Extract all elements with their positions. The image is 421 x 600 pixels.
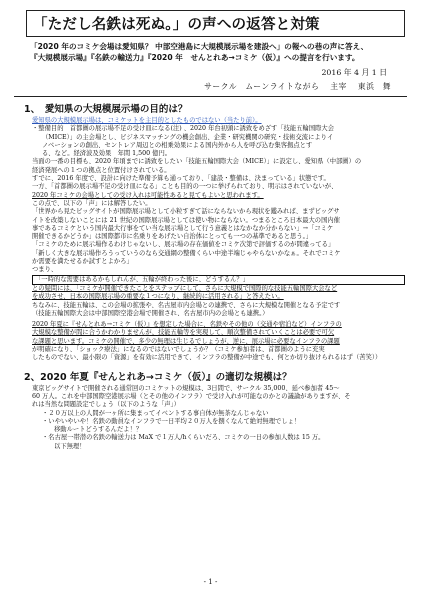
paragraph-line: 当面の一番の目標も、2020 年頃までに誘致をしたい「技能五輪国際大会（MICE）」に設定し、愛知県（中部圏）の xyxy=(32,158,362,166)
section-body xyxy=(32,385,405,451)
paragraph-line: が明確になり、「ショック療法」になるのではないでしょうか？（コミケ参加者は、首都圏のように充実 xyxy=(32,346,325,354)
paragraph-line: な課題と思います。コミケの開催で、多少の無理は生じるでしょうが、逆に、展示場に必要なインフラの課題 xyxy=(32,337,340,345)
bullet-line: ・２０万以上の人間が一ヶ所に集まってイベントする事自体が無茶なんじゃない xyxy=(42,409,269,417)
divider xyxy=(14,96,407,97)
page-number: - 1 - xyxy=(203,578,218,586)
paragraph-line: 2020 年夏に『せんとれあ→コミケ（仮）』を想定した場合に、名鉄やその他の（交通や宿泊など）インフラの xyxy=(32,321,342,329)
section-body xyxy=(32,117,405,363)
boxed-quote: 「一時的な需要はあるかもしれんが、五輪が終わった後に、どうするん？」 xyxy=(32,275,405,285)
quote-line: 「新しく大きな展示場作ろうっていうのなら交通網の整備くらい中途半端じゃやらないかなぁ。それでコミケ xyxy=(32,249,341,257)
paragraph-line: 東京ビッグサイトで開催される通常回のコミケットの規模は、3日間で、サークル 35,000、延べ参加者 45～ xyxy=(32,384,340,392)
circle-name: サークル ムーンライトながら xyxy=(204,82,320,91)
paragraph-line: 大規模な整備が間に合うかわかりませんが、技能五輪等を実現して、順次整備されていくことは必要で可欠 xyxy=(32,329,335,337)
paragraph-line: 経済発展への１つの拠点と位置付けされている。 xyxy=(32,166,171,174)
paragraph-line: る、など。経済波及効果 年間 1,500 億円。 xyxy=(42,150,172,158)
paragraph-line: （MICE）」の主会場とし、ビジネスマッチングの機会創出、企業・研究機関の研究・技術交流によりイ xyxy=(42,133,334,141)
subtitle-line: 「2020 年のコミケ会場は愛知県？ 中部空港島に大規模展示場を建設へ」の報への巷の声に答え、 xyxy=(30,42,369,51)
author-name: 東浜 舞 xyxy=(357,82,391,91)
quote-line: 開催できるかどうか」は国際都市に名乗りをあげたい自治体にとっても一つの基準であると思う。」 xyxy=(32,233,313,241)
section-heading: 1、 愛知県の大規模展示場の目的は？ xyxy=(24,104,188,115)
section-heading: 2、2020 年夏『せんとれあ→コミケ（仮）』の適切な規模は？ xyxy=(24,371,292,383)
paragraph-line: この点で、以下の「声」には解答したい。 xyxy=(32,199,152,207)
author-line xyxy=(12,81,391,92)
paragraph-line: 一方、「首都圏の展示場不足の受け皿になる」ことも目的の一つに挙げられており、明示はされていないが、 xyxy=(32,183,338,191)
paragraph-line: すでに、2016 年度で、設計に向けた準備予算も通っており、「建設・整備は、決まっている」状態です。 xyxy=(32,175,330,183)
author-role: 主宰 xyxy=(330,82,347,91)
paragraph-line: つまり、 xyxy=(32,266,58,274)
paragraph-line: ちなみに、技能五輪は、この会場の拡張や、名古屋市内会場との連携で、さらに大規模な開催となる予定です xyxy=(32,301,341,309)
quote-line: 「コミケのために展示場作るわけじゃないし、展示場の存在価値をコミケ次第で評価するのが間違ってる」 xyxy=(32,241,335,249)
paragraph-line: したものでない、最小限の「資源」を有効に活用できて、インフラの整備が中途でも、何とか切り抜けられるはず（苦笑）） xyxy=(32,354,382,362)
subtitle-line: 『大規模展示場』『名鉄の輸送力』『2020 年 せんとれあ→コミケ（仮）』への提言を行います。 xyxy=(30,53,360,62)
quote-line: か需要を満たせるか試すとよかろ」 xyxy=(32,258,133,266)
bullet-line: ・いやいやいや！名鉄の動員なインフラで一日平均２０万人を捌くなんて絶対無理でしょ！ xyxy=(42,417,301,425)
bullet-line: ・名古屋一帯潜の名鉄の輸送力は MaX で１万人/hくらいだろ、コミケの一日の参加人数は 15 万。 xyxy=(42,434,325,442)
paragraph-line: 愛知県の大規模展示場は、コミケットを主目的としたものではない（当たり前）。 xyxy=(32,117,262,124)
paragraph-line: を成功させ、日本の国際展示場の重要な１つになり、継続的に活用される」と答えたい。 xyxy=(32,293,284,301)
paragraph-line: 60 万人。これを中部国際空港展示場（とその他のインフラ）で受け入れが可能なのかとの議論がありますが、そ xyxy=(32,392,351,400)
paragraph-line: （技能五輪国際大会は中部国際空港会場で開催され、名古屋市内の会場とも連携。） xyxy=(32,309,269,317)
subtitle xyxy=(30,41,409,63)
paragraph-line: ・整備目的 首都圏の展示場不足の受け皿になる(注) 、2020 年台初頭に誘致をめざす「技能五輪国際大会 xyxy=(32,125,335,133)
bullet-line: 以下無理！ xyxy=(54,442,86,450)
paragraph-line: 2020 年コミケの会場としての受け入れは可能性あると見てもよいと思われます。 xyxy=(32,191,264,199)
document-date: 2016 年 4 月 1 日 xyxy=(321,68,387,77)
page-title: 「ただし名鉄は死ぬ。」の声への返答と対策 xyxy=(26,10,405,37)
paragraph-line: ノベーションの創出、セントレア周辺との相乗効果による国内外から人を呼び込む集客拠点とす xyxy=(42,141,313,149)
paragraph-line: れは当然な問題設定でしょう（以下のような「声」） xyxy=(32,401,180,409)
bullet-line: 移動ルートどうするんだよ！？ xyxy=(54,426,143,434)
quote-line: 「世界から見たビッグサイトが国際展示場として小粒すぎて話にならないから現状を鑑みれば、まずビッグサ xyxy=(32,208,340,216)
quote-line: 事であるコミケという国内最大行事をてい当な展示場として行う意義とはなかなか分からない」→「コミケ xyxy=(32,224,334,232)
paragraph-line: との疑問には、「コミケが開催できたことをステップにして、さらに大規模で国際的な技能五輪国際大会など xyxy=(32,284,338,292)
quote-line: イトを改築しないことには 21 世紀の国際展示場としては使い物にならない。つまるところ日本最大の国内催 xyxy=(32,216,340,224)
